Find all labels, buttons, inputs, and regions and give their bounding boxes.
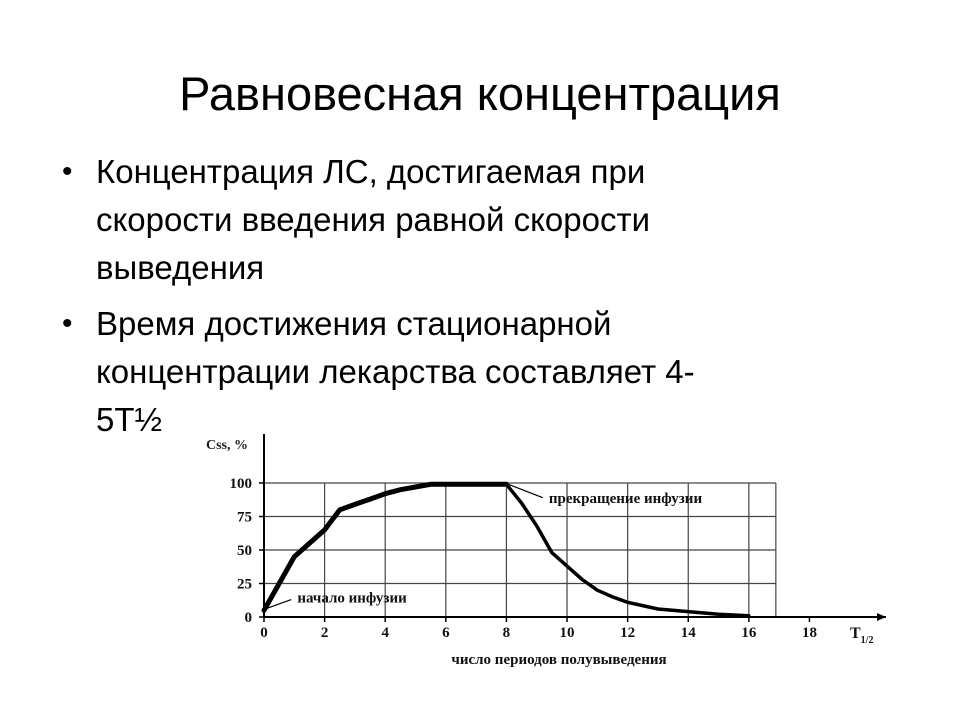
series-point (429, 483, 431, 485)
series-point (626, 601, 628, 603)
x-tick-label: 12 (620, 625, 636, 641)
series-point (445, 483, 447, 485)
series-point (551, 551, 553, 553)
y-axis-label: Css, % (206, 438, 249, 453)
series-point (293, 556, 295, 558)
series-point (263, 609, 265, 611)
x-axis-arrow (877, 613, 886, 621)
x-axis-unit-sub: 1/2 (860, 635, 874, 646)
series-point (657, 608, 659, 610)
series-point (278, 582, 280, 584)
y-tick-label: 50 (237, 543, 252, 559)
series-point (384, 493, 386, 495)
y-tick-label: 25 (237, 576, 252, 593)
bullet-line: скорости введения равной скорости (96, 201, 651, 238)
series-point (369, 498, 371, 500)
x-axis-unit-main: T (850, 625, 861, 642)
x-tick-label: 6 (442, 625, 450, 641)
chart-labels (206, 438, 873, 668)
x-tick-label: 4 (381, 625, 389, 641)
series-point (399, 489, 401, 491)
bullet-line: выведения (96, 249, 265, 286)
annotation-start-infusion: начало инфузии (297, 590, 407, 607)
x-tick-label: 18 (801, 625, 817, 641)
x-tick-label: 16 (741, 625, 757, 641)
bullet-line: Концентрация ЛС, достигаемая при (96, 153, 646, 190)
series-point (308, 542, 310, 544)
series-point (505, 483, 507, 485)
series-point (596, 589, 598, 591)
x-axis-label: число периодов полувыведения (451, 652, 667, 668)
x-tick-label: 2 (320, 625, 329, 641)
bullet-item (62, 148, 882, 292)
series-point (717, 613, 719, 615)
series-point (520, 502, 522, 504)
series-point (687, 610, 689, 612)
y-tick-label: 100 (229, 476, 252, 492)
bullet-line: 5T½ (96, 401, 163, 438)
bullet-item (62, 300, 882, 444)
y-tick-label: 75 (237, 509, 252, 526)
x-tick-label: 0 (260, 625, 268, 641)
bullet-marker: • (62, 155, 73, 188)
series-point (323, 529, 325, 531)
slide-title: Равновесная концентрация (179, 67, 781, 120)
x-axis-unit (850, 625, 873, 646)
concentration-chart (195, 424, 874, 674)
series-point (339, 509, 341, 511)
x-tick-label: 14 (680, 625, 696, 641)
series-point (536, 525, 538, 527)
annotation-stop-infusion: прекращение инфузии (548, 491, 703, 508)
x-tick-label: 8 (502, 625, 511, 641)
series-point (611, 596, 613, 598)
series-point (581, 578, 583, 580)
series-point (748, 614, 750, 616)
bullet-list (62, 148, 882, 452)
bullet-marker: • (62, 307, 73, 340)
series-point (414, 486, 416, 488)
x-tick-label: 10 (559, 625, 575, 641)
y-tick-label: 0 (244, 610, 252, 626)
bullet-line: концентрации лекарства составляет 4- (96, 353, 695, 390)
series-point (354, 503, 356, 505)
series-point (475, 483, 477, 485)
bullet-line: Время достижения стационарной (96, 305, 612, 342)
series-point (566, 565, 568, 567)
